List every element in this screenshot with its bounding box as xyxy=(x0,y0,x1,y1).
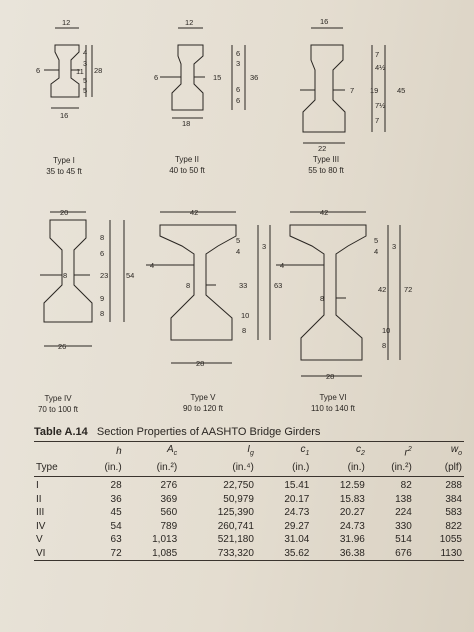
table-cell: 36 xyxy=(110,493,122,505)
type-i-dim-4: 5 xyxy=(83,76,88,85)
type-ii-bottom-width: 18 xyxy=(182,119,191,128)
column-header: (in.²) xyxy=(367,461,414,477)
table-cell: 288 xyxy=(445,480,462,491)
symbol-cell: $w_o$ xyxy=(414,442,464,461)
table-cell: 1130 xyxy=(414,547,464,561)
type-v-web: 8 xyxy=(186,281,191,290)
table-cell: 1055 xyxy=(439,534,462,545)
type-vi-caption: Type VI xyxy=(319,393,347,402)
type-i-caption: Type I xyxy=(53,156,75,165)
type-iv-depth: 54 xyxy=(126,271,135,280)
table-cell: 260,741 xyxy=(217,520,254,532)
table-cell: 276 xyxy=(160,480,178,491)
type-i-web: 6 xyxy=(36,66,41,75)
table-cell: 384 xyxy=(445,493,462,505)
table-cell: 45 xyxy=(110,507,122,518)
column-header: (in.²) xyxy=(124,461,179,477)
symbol-cell: $A_c$ xyxy=(124,442,179,461)
type-iv-dim-4: 9 xyxy=(100,294,105,303)
table-cell: I xyxy=(36,480,39,491)
type-v-section xyxy=(160,225,236,340)
type-iv-dim-3: 23 xyxy=(100,271,109,280)
table-cell: 583 xyxy=(445,507,462,518)
table-cell: VI xyxy=(34,547,83,561)
column-header: (in.) xyxy=(83,461,124,477)
type-iv-section xyxy=(44,220,92,322)
table-row xyxy=(34,533,464,547)
section-properties-table-block xyxy=(34,426,474,561)
type-iv-top-width: 20 xyxy=(60,208,69,217)
table-cell: 224 xyxy=(395,507,412,518)
table-cell: 514 xyxy=(395,534,412,545)
type-iii-section xyxy=(303,45,345,132)
type-iv-dim-5: 8 xyxy=(100,309,105,318)
table-cell: 1,085 xyxy=(124,547,179,561)
type-ii-span: 40 to 50 ft xyxy=(169,166,205,175)
type-iv-span: 70 to 100 ft xyxy=(37,405,79,414)
type-ii-dim-4: 6 xyxy=(236,85,241,94)
type-ii-dim-2: 3 xyxy=(236,59,241,68)
table-cell: 20.17 xyxy=(284,493,310,505)
type-v-dim-2: 4 xyxy=(236,247,241,256)
type-i-depth: 28 xyxy=(94,66,103,75)
type-vi-depth: 72 xyxy=(404,285,413,294)
table-cell: 789 xyxy=(160,520,178,532)
table-cell: 369 xyxy=(160,493,178,505)
table-cell: 22,750 xyxy=(223,480,254,491)
table-cell: 125,390 xyxy=(217,507,254,518)
table-cell: 330 xyxy=(395,520,412,532)
type-iv-bottom-width: 26 xyxy=(58,342,67,351)
type-ii-web: 6 xyxy=(154,73,159,82)
type-ii-dim-5: 6 xyxy=(236,96,241,105)
table-cell: 31.96 xyxy=(339,534,365,545)
table-cell: 822 xyxy=(445,520,462,532)
type-i-dim-5: 5 xyxy=(83,86,88,95)
symbol-cell: h xyxy=(83,442,124,461)
table-cell: 521,180 xyxy=(217,534,254,545)
table-cell: III xyxy=(36,507,45,518)
table-cell: 31.04 xyxy=(284,534,310,545)
type-i-dim-2: 3 xyxy=(83,59,88,68)
type-ii-dim-3: 15 xyxy=(213,73,222,82)
type-ii-dim-1: 6 xyxy=(236,49,241,58)
type-ii-caption: Type II xyxy=(174,155,200,164)
type-iii-dim-3: 19 xyxy=(370,86,379,95)
table-cell: 72 xyxy=(83,547,124,561)
table-cell: II xyxy=(36,493,42,505)
type-vi-web-left: 4 xyxy=(280,261,285,270)
table-cell: 20.27 xyxy=(339,507,365,518)
column-header: (plf) xyxy=(414,461,464,477)
section-properties-table xyxy=(34,441,464,561)
symbol-cell: $I_g$ xyxy=(179,442,256,461)
type-vi-bottom-width: 28 xyxy=(326,372,335,381)
type-iii-caption: Type III xyxy=(312,155,340,164)
type-vi-section xyxy=(290,225,366,360)
type-ii-depth: 36 xyxy=(250,73,259,82)
type-vi-dim-6: 8 xyxy=(382,341,387,350)
table-cell: 35.62 xyxy=(256,547,311,561)
type-i-top-width: 12 xyxy=(62,18,71,27)
type-vi-dim-5: 10 xyxy=(382,326,391,335)
type-v-bottom-width: 28 xyxy=(196,359,205,368)
table-cell: 29.27 xyxy=(284,520,310,532)
type-i-dim-1: 4 xyxy=(83,48,88,57)
table-row xyxy=(34,547,464,561)
table-cell: 138 xyxy=(395,493,412,505)
type-v-span: 90 to 120 ft xyxy=(182,404,224,413)
table-cell: 24.73 xyxy=(339,520,365,532)
unit-header-row xyxy=(34,461,464,477)
table-row xyxy=(34,477,464,493)
type-iv-web: 8 xyxy=(63,271,68,280)
table-cell: 50,979 xyxy=(223,493,254,505)
type-i-bottom-width: 16 xyxy=(60,111,69,120)
type-iii-dim-4: 7½ xyxy=(375,101,386,110)
type-ii-top-width: 12 xyxy=(185,18,194,27)
type-vi-top-width: 42 xyxy=(320,208,329,217)
column-header: (in.) xyxy=(256,461,311,477)
table-cell: 560 xyxy=(160,507,178,518)
symbol-cell: $c_1$ xyxy=(256,442,311,461)
table-cell: IV xyxy=(36,520,46,532)
table-cell: V xyxy=(36,534,43,545)
symbol-cell: $c_2$ xyxy=(311,442,366,461)
table-number: Table A.14 xyxy=(34,426,88,438)
type-v-web-left: 4 xyxy=(150,261,155,270)
table-cell: 24.73 xyxy=(284,507,310,518)
type-iv-caption: Type IV xyxy=(44,394,72,403)
type-iii-dim-5: 7 xyxy=(375,116,380,125)
column-header: (in.) xyxy=(311,461,366,477)
type-v-dim-1: 5 xyxy=(236,236,241,245)
type-v-top-width: 42 xyxy=(190,208,199,217)
type-vi-dim-1: 5 xyxy=(374,236,379,245)
column-header: Type xyxy=(34,461,83,477)
type-iii-bottom-width: 22 xyxy=(318,144,327,153)
table-cell: 28 xyxy=(110,480,122,491)
type-v-dim-5: 10 xyxy=(241,311,250,320)
type-i-span: 35 to 45 ft xyxy=(46,167,82,176)
type-v-dim-4: 33 xyxy=(239,281,248,290)
type-iii-web: 7 xyxy=(350,86,355,95)
table-cell: 54 xyxy=(110,520,122,532)
type-iii-dim-1: 7 xyxy=(375,50,380,59)
type-vi-span: 110 to 140 ft xyxy=(311,404,355,413)
symbol-cell: $r^2$ xyxy=(367,442,414,461)
table-cell: 12.59 xyxy=(339,480,365,491)
table-row xyxy=(34,520,464,534)
type-vi-dim-2: 4 xyxy=(374,247,379,256)
symbol-cell xyxy=(34,442,83,461)
table-cell: 36.38 xyxy=(311,547,366,561)
table-cell: 676 xyxy=(367,547,414,561)
table-cell: 1,013 xyxy=(152,534,178,545)
type-iii-dim-2: 4½ xyxy=(375,63,386,72)
type-iii-depth: 45 xyxy=(397,86,406,95)
table-title: Section Properties of AASHTO Bridge Girders xyxy=(96,426,321,438)
type-v-dim-3: 3 xyxy=(262,242,267,251)
type-vi-dim-3: 3 xyxy=(392,242,397,251)
type-i-dim-3: 11 xyxy=(76,67,84,76)
table-row xyxy=(34,506,464,520)
type-v-depth: 63 xyxy=(274,281,283,290)
type-iii-top-width: 16 xyxy=(320,17,329,26)
type-v-dim-6: 8 xyxy=(242,326,247,335)
table-cell: 733,320 xyxy=(179,547,256,561)
table-row xyxy=(34,493,464,507)
column-header: (in.⁴) xyxy=(179,461,256,477)
type-v-caption: Type V xyxy=(190,393,216,402)
table-caption xyxy=(34,426,474,438)
type-i-section xyxy=(51,45,79,97)
type-vi-dim-4: 42 xyxy=(378,285,387,294)
table-cell: 15.83 xyxy=(339,493,365,505)
type-iv-dim-1: 8 xyxy=(100,233,105,242)
table-cell: 63 xyxy=(110,534,122,545)
symbol-header-row xyxy=(34,442,464,461)
table-cell: 15.41 xyxy=(284,480,310,491)
type-vi-web: 8 xyxy=(320,294,325,303)
table-cell: 82 xyxy=(400,480,412,491)
type-iii-span: 55 to 80 ft xyxy=(308,166,344,175)
type-iv-dim-2: 6 xyxy=(100,249,105,258)
